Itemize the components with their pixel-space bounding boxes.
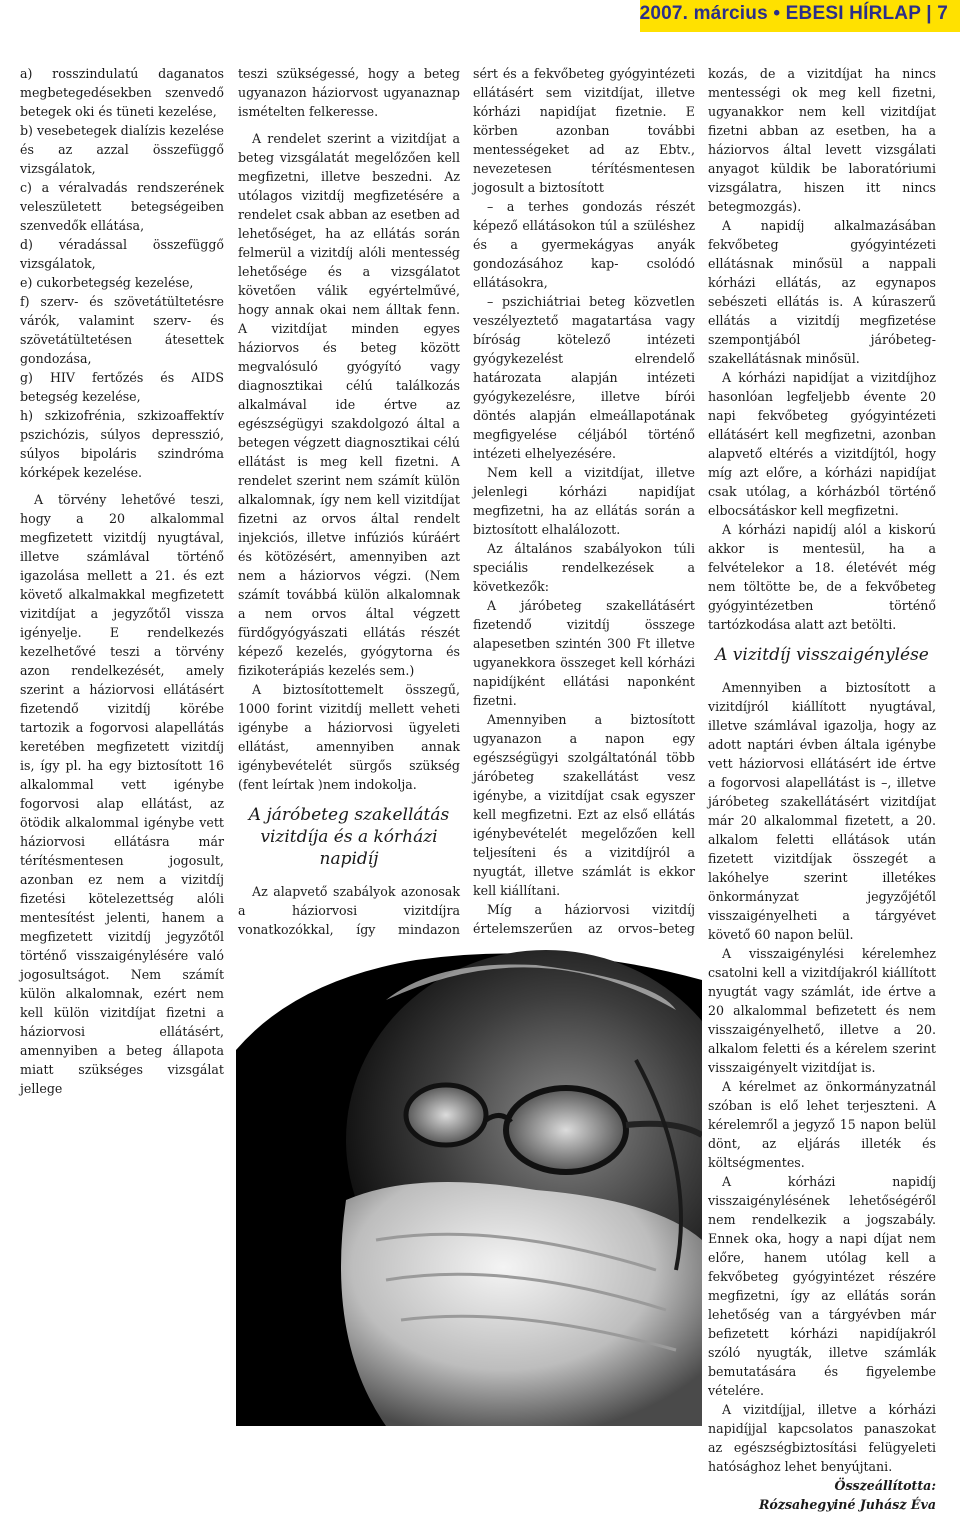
list-item-h: h) szkizofrénia, szkizoaffektív pszichózis, súlyos depresszió, súlyos bipoláris szindróma kórképek kezelése. (20, 408, 224, 480)
paragraph: Az alapvető szabályok azonosak a háziorvosi vizitdíjra vonatkozókkal, így mindazon (238, 884, 460, 937)
header-bar (640, 0, 960, 32)
page-header (0, 0, 960, 40)
list-item-e: e) cukorbetegség kezelése, (20, 275, 194, 290)
section-heading: A járóbeteg szakellátás vizitdíja és a kórházi napidíj (248, 805, 450, 869)
paragraph: – a terhes gondozás részét képező ellátásokon túl a szüléshez és a gyermekágyas anyák gondozásához kap- csolódó ellátásokra, (473, 199, 695, 290)
paragraph: A visszaigénylési kérelemhez csatolni kell a vizitdíjakról kiállított nyugtát vagy számlát, ide értve a 20 alkalommal befizetett és nem visszaigényelhető, illetve a 20. alkalom feletti és a kérelem szerint visszaigényelt vizitdíjat is. (708, 946, 936, 1075)
paragraph: A rendelet szerint a vizitdíjat a beteg vizsgálatát megelőzően kell megfizetni, illetve beszedni. Az utólagos vizitdíj megfizetésére a rendelet csak abban az esetben ad lehetőséget, ha az ellátás során felmerül a vizitdíj alóli mentesség lehetősége és a vizsgálatot követően válik egyértelművé, hogy annak okai nem álltak fenn. A vizitdíjat minden egyes háziorvos és beteg között megvalósuló gyógyító vagy diagnosztikai célú találkozás alkalmával ide értve az egészségügyi szakdolgozó által a betegen végzett diagnosztikai célú ellátást is meg kell fizetni. A rendelet szerint nem számít külön alkalomnak, így nem kell vizitdíjat fizetni az orvos által rendelt injekciós, illetve infúziós kúráért és kötözésért, amennyiben azt nem a háziorvos végzi. (Nem számít továbbá külön alkalomnak a nem orvos által végzett fürdőgyógyászati ellátás részét képező kezelés, gyógytorna és fizikoterápiás kezelés sem.) (238, 131, 460, 678)
column-4 (708, 64, 936, 1514)
list-item-b: b) vesebetegek dialízis kezelése és az azzal összefüggő vizsgálatok, (20, 123, 224, 176)
list-item-a: a) rosszindulatú daganatos megbetegedésekben szenvedő betegek oki és tüneti kezelése, (20, 66, 224, 119)
list-item-g: g) HIV fertőzés és AIDS betegség kezelése, (20, 370, 224, 404)
column-2 (238, 64, 460, 1034)
paragraph: A kérelmet az önkormányzatnál szóban is elő lehet terjeszteni. A kérelemről a jegyző 15 napon belül dönt, az eljárás illeték és költségmentes. (708, 1079, 936, 1170)
section-heading: A vizitdíj visszaigénylése (715, 645, 929, 665)
paragraph: A biztosítottemelt összegű, 1000 forint vizitdíj mellett veheti igénybe a háziorvosi ügyeleti ellátást, amennyiben annak igénybevételét sürgős szükség (fent leírtak )nem indokolja. (238, 682, 460, 792)
paragraph: A kórházi napidíj alól a kiskorú akkor is mentesül, ha a felvételekor a 18. életévét még nem töltötte be, de a fekvőbeteg gyógyintézetben történő tartózkodása alatt azt betölti. (708, 522, 936, 632)
photo-illustration (236, 940, 702, 1426)
paragraph: teszi szükségessé, hogy a beteg ugyanazon háziorvost ugyanaznap ismételten felkeresse. (238, 66, 460, 119)
paragraph: A vizitdíjjal, illetve a kórházi napidíjjal kapcsolatos panaszokat az egészségbiztosítási felügyeleti hatósághoz lehet benyújtani. (708, 1402, 936, 1474)
paragraph: – pszichiátriai beteg közvetlen veszélyeztető magatartása vagy bíróság kötelező intézeti gyógykezelést elrendelő határozata alapján intézeti gyógykezelésre, illetve bírói döntés alapján elmeállapotának megfigyelése céljából történő intézeti elhelyezésére. (473, 294, 695, 461)
column-1 (20, 64, 224, 1098)
paragraph: Míg a háziorvosi vizitdíj értelemszerűen az orvos–beteg (473, 902, 695, 936)
paragraph: kozás, de a vizitdíjat ha nincs mentességi ok meg kell fizetni, ugyanakkor nem kell vizitdíjat fizetni abban az esetben, ha a háziorvos által levett vizsgálati anyagot küldik be laboratóriumi vizsgálatra, hiszen itt nincs betegmozgás). (708, 66, 936, 214)
header-title: 2007. március • EBESI HÍRLAP | 7 (639, 3, 948, 24)
paragraph: Amennyiben a biztosított a vizitdíjról kiállított nyugtával, illetve számlával igazolja, hogy az adott naptári évben általa igénybe vett háziorvosi ellátásért ide értve a fogorvosi alapellátást is –, illetve járóbeteg szakellátásért vizitdíjat már 20 alkalommal fizetett, a 20. alkalom feletti ellátások után fizetett vizitdíjak összegét a lakóhelye szerint illetékes önkormányzat jegyzőjétől visszaigényelheti a tárgyévet követő 60 napon belül. (708, 680, 936, 942)
paragraph: A kórházi napidíjat a vizitdíjhoz hasonlóan legfeljebb évente 20 napi fekvőbeteg gyógyintézeti ellátásért kell megfizetni, azonban alapvető eltérés a vizitdíjtól, hogy míg azt előre, a kórházi napidíjat csak utólag, a kórházból történő elbocsátáskor kell megfizetni. (708, 370, 936, 518)
paragraph: A kórházi napidíj visszaigénylésének lehetőségéről nem rendelkezik a jogszabály. Ennek oka, hogy a napi díjat nem előre, hanem utólag kell a fekvőbeteg gyógyintézet részére megfizetni, így az ellátás során lehetőség van a tárgyévben már befizetett kórházi napidíjakról szóló nyugták, illetve számlák bemutatására és figyelembe vételére. (708, 1174, 936, 1398)
paragraph: Amennyiben a biztosított ugyanazon a napon egy egészségügyi szolgáltatónál több járóbeteg szakellátást vesz igénybe, a vizitdíjat csak egyszer kell megfizetni. Ezt az első ellátás igénybevételét megelőzően kell teljesíteni és a vizitdíjról a nyugtát, illetve számlát is ekkor kell kiállítani. (473, 712, 695, 898)
paragraph: A napidíj alkalmazásában fekvőbeteg gyógyintézeti ellátásnak minősül a nappali kórházi ellátás, az egynapos sebészeti ellátás is. A kúraszerű ellátás a vizitdíj megfizetése szempontjából járóbeteg-szakellátásnak minősül. (708, 218, 936, 366)
paragraph: A járóbeteg szakellátásért fizetendő vizitdíj összege alapesetben szintén 300 Ft illetve ugyanekkora összeget kell kórházi napidíjként ellátási naponként fizetni. (473, 598, 695, 708)
list-item-d: d) véradással összefüggő vizsgálatok, (20, 237, 224, 271)
paragraph: Az általános szabályokon túli speciális rendelkezések a következők: (473, 541, 695, 594)
author-name: Rózsahegyiné Juhász Éva (758, 1497, 936, 1512)
list-item-f: f) szerv- és szövetátültetésre várók, valamint szerv- és szövetátültetésen átesettek gondozása, (20, 294, 224, 366)
paragraph: Nem kell a vizitdíjat, illetve jelenlegi kórházi napidíjat megfizetni, ha az ellátás során a biztosított elhalálozott. (473, 465, 695, 537)
photo-masked-man (236, 940, 702, 1426)
author-label: Összeállította: (834, 1478, 936, 1493)
paragraph: sért és a fekvőbeteg gyógyintézeti ellátásért sem vizitdíjat, illetve kórházi napidíjat fizetnie. E körben azonban további mentességeket ad az Ebtv., nevezetesen térítésmentesen jogosult a biztosított (473, 66, 695, 195)
paragraph: A törvény lehetővé teszi, hogy a 20 alkalommal megfizetett vizitdíj nyugtával, illetve számlával történő igazolása mellett a 21. és ezt követő alkalmakkal megfizetett vizitdíjat a jegyzőtől vissza igényelje. E rendelkezés kezelhetővé teszi a törvény azon rendelkezését, amely szerint a háziorvosi ellátásért fizetendő vizitdíj körébe tartozik a fogorvosi alapellátás keretében megfizetett vizitdíj is, így pl. ha egy biztosított 16 alkalommal vett igénybe fogorvosi alap ellátást, az ötödik alkalommal igénybe vett háziorvosi ellátásra már térítésmentesen jogosult, azonban ez nem a vizitdíj fizetési kötelezettség alóli mentesítést jelenti, hanem a megfizetett vizitdíj jegyzőtől történő visszaigénylésére való jogosultságot. Nem számít külön alkalomnak, ezért nem kell külön vizitdíjat fizetni a háziorvosi ellátásért, amennyiben a beteg állapota miatt szükséges vizsgálat jellege (20, 492, 224, 1096)
list-item-c: c) a véralvadás rendszerének veleszületett betegségeiben szenvedők ellátása, (20, 180, 224, 233)
